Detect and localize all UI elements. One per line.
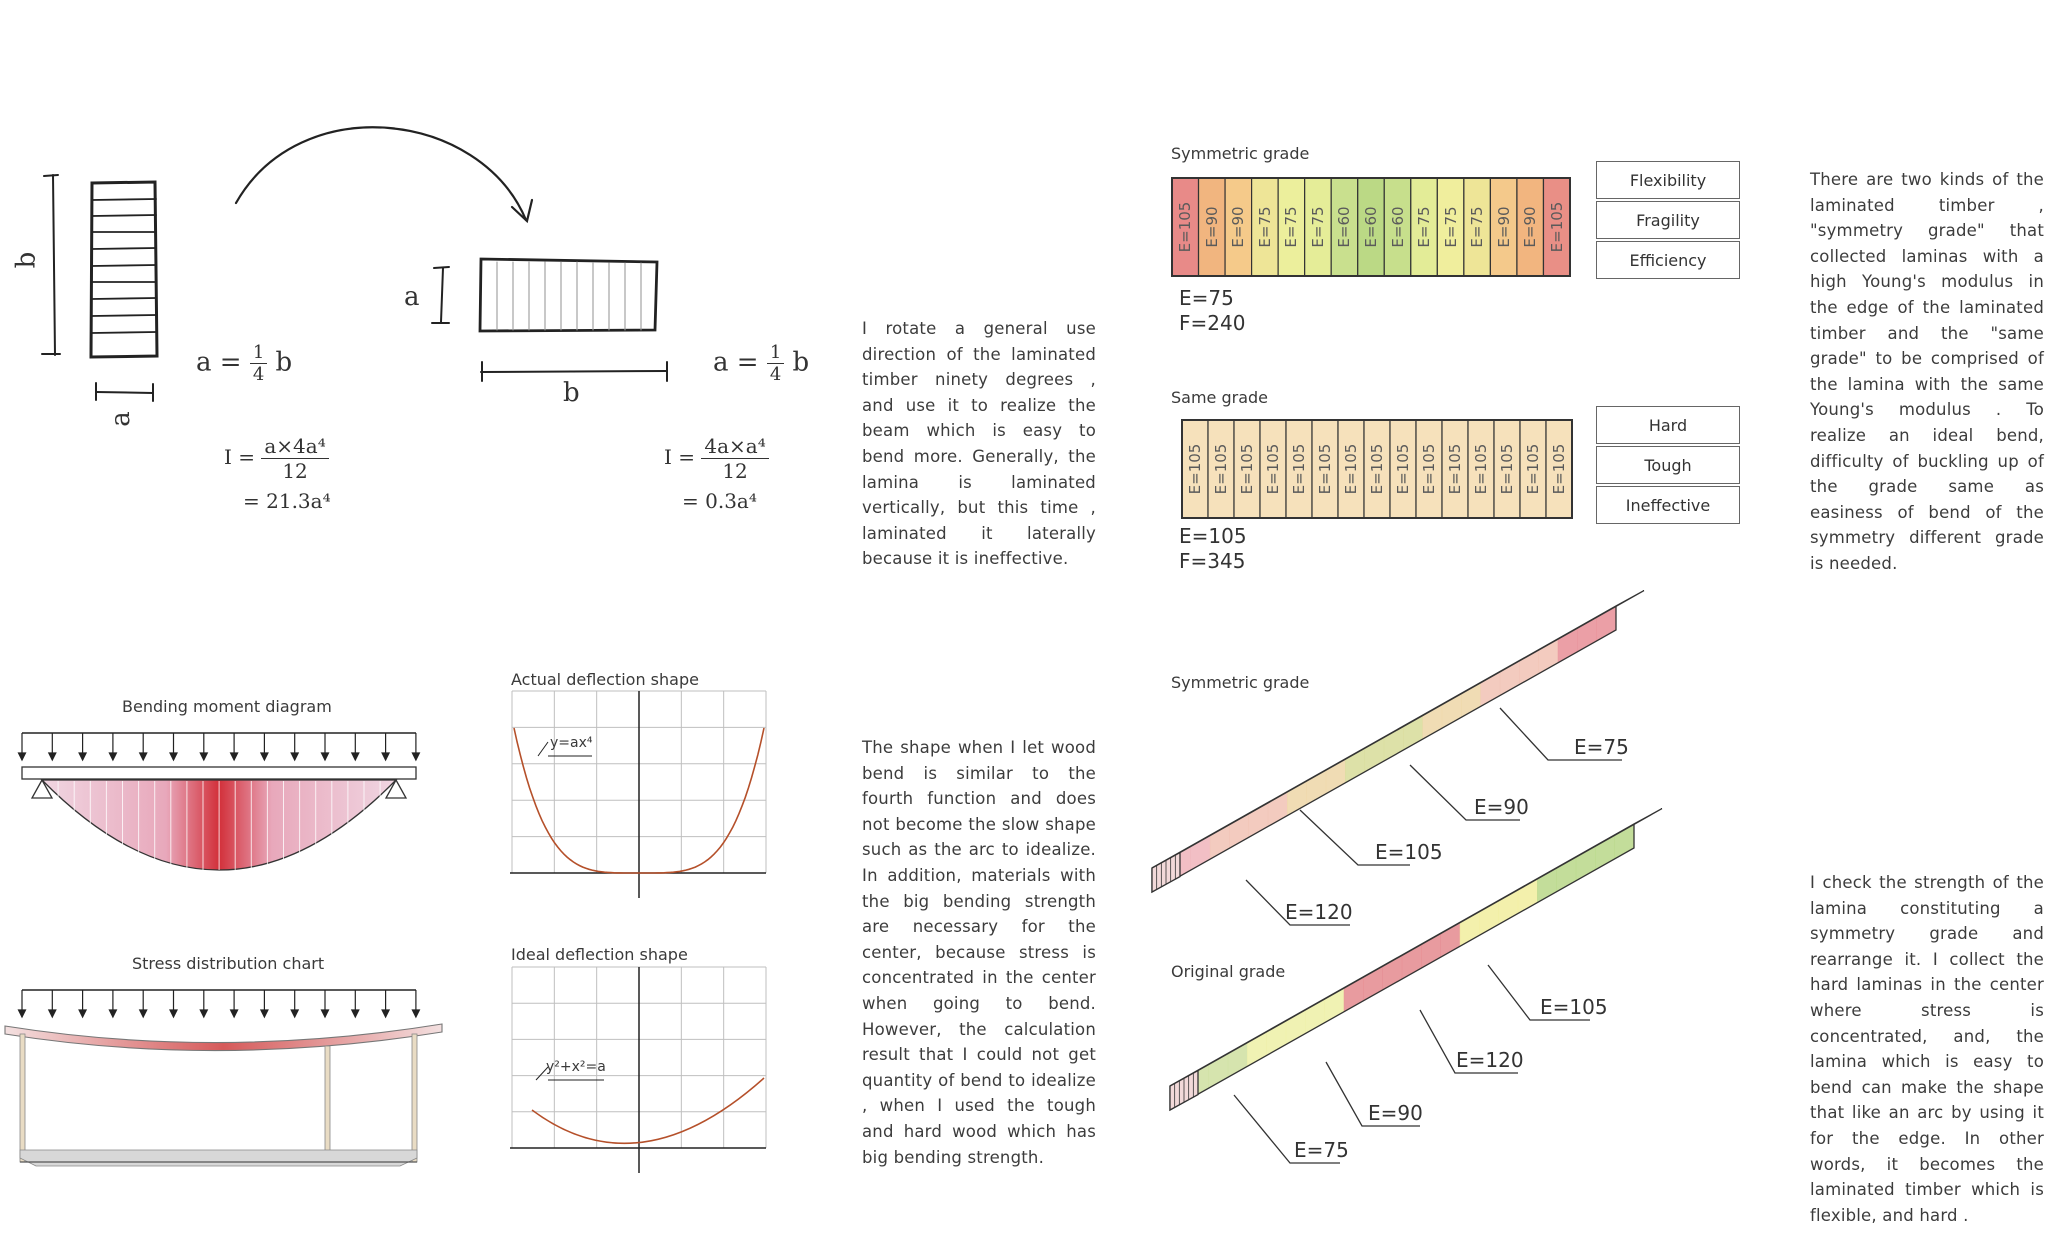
symmetric-lamina-label: E=75 [1415, 206, 1434, 248]
beam-orig-label-90: E=90 [1368, 1101, 1423, 1125]
load-arrowhead [231, 1010, 238, 1017]
beam-top-outline [1152, 591, 1644, 868]
ideal-deflection-title: Ideal deflection shape [511, 945, 688, 964]
load-arrowhead [79, 1010, 86, 1017]
beam-original-title: Original grade [1171, 962, 1286, 981]
right-dim-a: a [404, 282, 420, 312]
symmetric-grade-f: F=240 [1179, 311, 1246, 335]
property-fragility: Fragility [1596, 201, 1740, 239]
paragraph-shape: The shape when I let wood bend is similar to the fourth function and does not become the slow shape such as the arc to idealize. In addition, materials with the big bending strength are necessary for the center, because stress is concentrated in the center when going to bend. However, the calculation result that I could not get quantity of bend to idealize , when I used the tough and hard wood which has big bending strength. [862, 738, 1096, 1167]
load-arrowhead [322, 753, 329, 760]
load-arrowhead [49, 753, 56, 760]
same-lamina-label: E=105 [1316, 443, 1334, 495]
same-lamina-label: E=105 [1472, 443, 1490, 495]
load-arrowhead [49, 1010, 56, 1017]
same-lamina-label: E=105 [1446, 443, 1464, 495]
beam-orig-label-120: E=120 [1456, 1048, 1524, 1072]
beam-orig-label-75: E=75 [1294, 1138, 1349, 1162]
stress-distribution-title: Stress distribution chart [132, 954, 325, 973]
same-grade-e: E=105 [1179, 524, 1247, 548]
load-arrowhead [412, 1010, 419, 1017]
load-arrowhead [140, 753, 147, 760]
property-tough: Tough [1596, 446, 1740, 484]
property-efficiency: Efficiency [1596, 241, 1740, 279]
load-arrowhead [412, 753, 419, 760]
bending-moment-diagram [19, 733, 420, 870]
actual-deflection-graph [510, 691, 766, 898]
same-lamina-label: E=105 [1394, 443, 1412, 495]
same-lamina-label: E=105 [1550, 443, 1568, 495]
beam-sym-label-90: E=90 [1474, 795, 1529, 819]
symmetric-lamina-label: E=60 [1335, 206, 1354, 248]
symmetric-lamina-label: E=75 [1255, 206, 1274, 248]
symmetric-lamina-label: E=105 [1547, 201, 1566, 253]
right-inertia-result: = 0.3a⁴ [682, 489, 757, 513]
symmetric-lamina-label: E=75 [1441, 206, 1460, 248]
load-arrowhead [291, 753, 298, 760]
load-arrowhead [322, 1010, 329, 1017]
load-arrowhead [261, 1010, 268, 1017]
load-arrowhead [109, 753, 116, 760]
load-arrowhead [200, 1010, 207, 1017]
symmetric-grade-e: E=75 [1179, 286, 1234, 310]
stress-distribution-chart [5, 990, 442, 1166]
load-arrowhead [140, 1010, 147, 1017]
left-inertia-result: = 21.3a⁴ [243, 489, 331, 513]
symmetric-lamina-label: E=90 [1494, 206, 1513, 248]
beam-orig-label-105: E=105 [1540, 995, 1608, 1019]
sketch-right-beam [432, 259, 667, 381]
load-arrowhead [352, 753, 359, 760]
beam-sym-label-105: E=105 [1375, 840, 1443, 864]
same-lamina-label: E=105 [1524, 443, 1542, 495]
paragraph-rotate: I rotate a general use direction of the laminated timber ninety degrees , and use it to realize the beam which is easy to bend more. Generally, the lamina is laminated vertically, but this time , laminated it laterally because it is ineffective. [862, 319, 1096, 569]
right-ratio: a = $\frac{1}{4}$ b [713, 342, 810, 385]
load-arrowhead [170, 1010, 177, 1017]
load-arrowhead [200, 753, 207, 760]
symmetric-lamina-label: E=105 [1176, 201, 1195, 253]
same-lamina-label: E=105 [1186, 443, 1204, 495]
paragraph-two-kinds: There are two kinds of the laminated timber , "symmetry grade" that collected laminas with a high Young's modulus in the edge of the laminated timber and the "same grade" to be comprised of the lamina with the same Young's modulus . To realize an ideal bend, difficulty of buckling up of the grade same as easiness of bend of the symmetry different grade is needed. [1810, 170, 2044, 573]
right-dim-long: b [563, 378, 580, 408]
load-arrowhead [19, 753, 26, 760]
left-dim-a: a [105, 411, 136, 427]
symmetric-lamina-label: E=60 [1362, 206, 1380, 248]
beam-leaders [1234, 708, 1622, 1163]
beam-sym-label-75: E=75 [1574, 735, 1629, 759]
same-lamina-label: E=105 [1264, 443, 1282, 495]
load-arrowhead [79, 753, 86, 760]
actual-deflection-equation: y=ax⁴ [550, 735, 593, 751]
bending-moment-title: Bending moment diagram [122, 697, 332, 716]
symmetric-lamina-label: E=90 [1521, 206, 1540, 248]
same-lamina-label: E=105 [1368, 443, 1386, 495]
load-arrowhead [170, 753, 177, 760]
symmetric-lamina-label: E=60 [1388, 206, 1407, 248]
property-ineffective: Ineffective [1596, 486, 1740, 524]
ideal-deflection-equation: y²+x²=a [546, 1059, 606, 1075]
same-grade-title: Same grade [1171, 388, 1269, 407]
paragraph-check: I check the strength of the lamina constituting a symmetry grade and rearrange it. I collect the hard laminas in the center where stress is concentrated, and, the lamina which is easy to bend can make the shape that like an arc by using it for the edge. In other words, it becomes the laminated timber which is flexible, and hard . [1810, 873, 2044, 1225]
load-arrowhead [382, 753, 389, 760]
same-lamina-label: E=105 [1238, 443, 1256, 495]
symmetric-grade-title: Symmetric grade [1171, 144, 1310, 163]
symmetric-lamina-label: E=75 [1308, 206, 1327, 248]
load-arrowhead [382, 1010, 389, 1017]
same-lamina-label: E=105 [1342, 443, 1360, 495]
load-arrowhead [352, 1010, 359, 1017]
left-moment-of-inertia: I = $\frac{\text{a×4a⁴}}{12}$ [224, 434, 329, 483]
left-ratio: a = $\frac{1}{4}$ b [196, 342, 293, 385]
load-arrowhead [261, 753, 268, 760]
same-grade-f: F=345 [1179, 549, 1246, 573]
beam-symmetric-title: Symmetric grade [1171, 673, 1310, 692]
load-arrowhead [109, 1010, 116, 1017]
property-flexibility: Flexibility [1596, 161, 1740, 199]
beam-sym-label-120: E=120 [1285, 900, 1353, 924]
load-arrowhead [231, 753, 238, 760]
load-arrowhead [19, 1010, 26, 1017]
symmetric-lamina-label: E=90 [1202, 206, 1221, 248]
load-arrowhead [291, 1010, 298, 1017]
left-dim-long: b [11, 251, 42, 269]
symmetric-lamina-label: E=75 [1468, 206, 1487, 248]
property-hard: Hard [1596, 406, 1740, 444]
same-lamina-label: E=105 [1290, 443, 1308, 495]
same-lamina-label: E=105 [1420, 443, 1438, 495]
right-moment-of-inertia: I = $\frac{\text{4a×a⁴}}{12}$ [664, 434, 769, 483]
same-lamina-label: E=105 [1498, 443, 1516, 495]
actual-deflection-title: Actual deflection shape [511, 670, 699, 689]
symmetric-lamina-label: E=90 [1229, 206, 1248, 248]
symmetric-lamina-label: E=75 [1282, 206, 1301, 248]
same-lamina-label: E=105 [1212, 443, 1230, 495]
